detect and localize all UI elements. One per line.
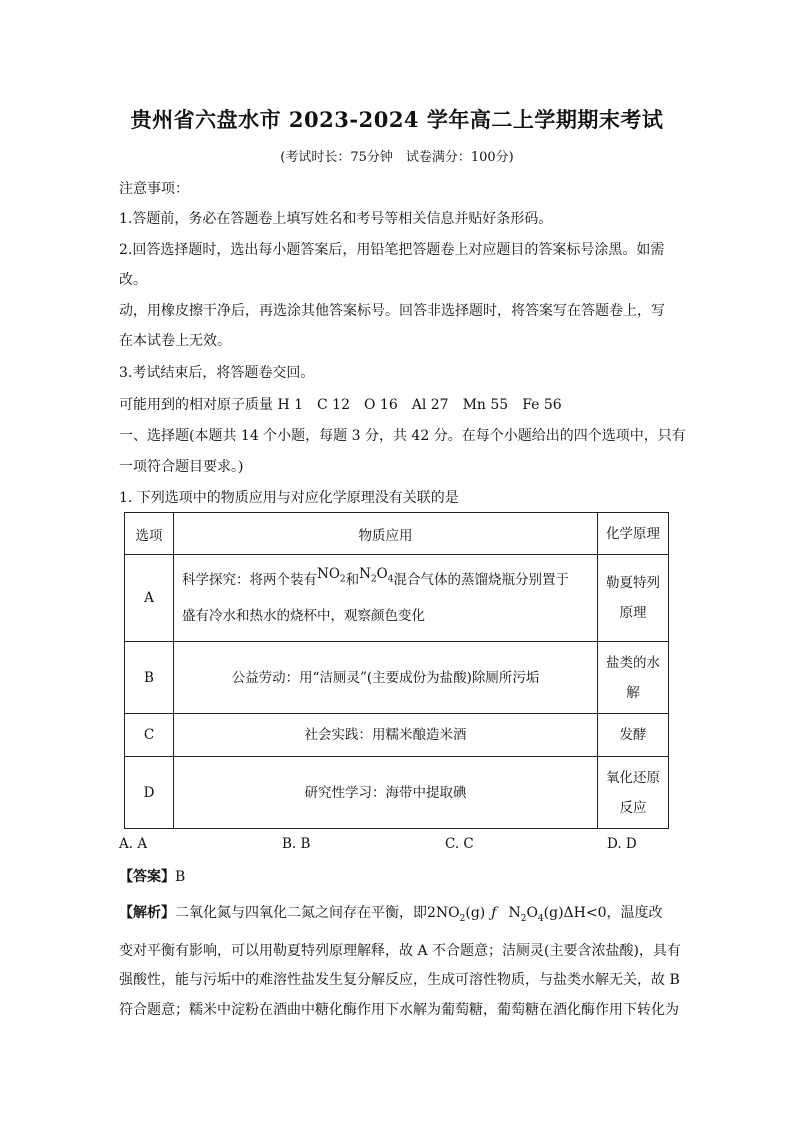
note-line-4: 动，用橡皮擦干净后，再选涂其他答案标号。回答非选择题时，将答案写在答题卷上，写	[119, 303, 665, 319]
note-line-6: 3.考试结束后，将答题卷交回。	[119, 365, 315, 381]
option-c: C. C	[445, 836, 474, 852]
row-b-principle: 盐类的水 解	[598, 642, 669, 714]
row-a-option: A	[125, 555, 174, 642]
notes-header: 注意事项：	[119, 181, 189, 197]
table-row	[125, 757, 669, 829]
page-title: 贵州省六盘水市 2023-2024 学年高二上学期期末考试	[130, 107, 664, 132]
note-line-3: 改。	[119, 272, 147, 288]
note-line-2: 2.回答选择题时，选出每小题答案后，用铅笔把答题卷上对应题目的答案标号涂黑。如需	[119, 242, 665, 258]
table-row	[125, 642, 669, 714]
row-a-principle: 勒夏特列 原理	[598, 555, 669, 642]
section-heading-cont: 一项符合题目要求。)	[119, 459, 244, 475]
col-header-application: 物质应用	[174, 513, 598, 555]
row-c-option: C	[125, 714, 174, 757]
analysis-line-2: 变对平衡有影响，可以用勒夏特列原理解释，故 A 不合题意；洁厕灵(主要含浓盐酸)，具有	[119, 943, 681, 959]
option-d: D. D	[607, 836, 637, 852]
equilibrium-equation: $2NO_2(g)$ ƒ $N_2O_4(g)\Delta H<0$	[427, 905, 607, 924]
question-1-stem: 1. 下列选项中的物质应用与对应化学原理没有关联的是	[119, 490, 459, 506]
answer-label: 【答案】	[119, 869, 175, 885]
col-header-principle: 化学原理	[598, 513, 669, 555]
note-line-1: 1.答题前，务必在答题卷上填写姓名和考号等相关信息并贴好条形码。	[119, 211, 553, 227]
row-b-option: B	[125, 642, 174, 714]
no2-formula: $NO_2$	[317, 566, 346, 585]
analysis-line-4: 符合题意；糯米中淀粉在酒曲中糖化酶作用下水解为葡萄糖，葡萄糖在酒化酶作用下转化为	[119, 1002, 679, 1018]
table-row	[125, 555, 669, 642]
row-c-principle: 发酵	[598, 714, 669, 757]
table-header-row	[125, 513, 669, 555]
row-d-principle: 氧化还原 反应	[598, 757, 669, 829]
question-1-table	[124, 512, 669, 829]
note-line-5: 在本试卷上无效。	[119, 333, 231, 349]
option-a: A. A	[119, 836, 148, 852]
atomic-masses: 可能用到的相对原子质量 H 1 C 12 O 16 Al 27 Mn 55 Fe 56	[119, 397, 562, 413]
exam-info: (考试时长：75分钟 试卷满分：100分)	[280, 150, 514, 165]
section-heading: 一、选择题(本题共 14 个小题，每题 3 分，共 42 分。在每个小题给出的四个选项中，只有	[119, 428, 686, 444]
col-header-option: 选项	[125, 513, 174, 555]
row-a-application: 科学探究：将两个装有$NO_2$和$N_2O_4$混合气体的蒸馏烧瓶分别置于 盛有冷水和热水的烧杯中，观察颜色变化	[174, 555, 598, 642]
row-c-application: 社会实践：用糯米酿造米酒	[174, 714, 598, 757]
table-row	[125, 714, 669, 757]
analysis-line-3: 强酸性，能与污垢中的难溶性盐发生复分解反应，生成可溶性物质，与盐类水解无关，故 B	[119, 972, 680, 988]
n2o4-formula: $N_2O_4$	[359, 566, 394, 585]
option-b: B. B	[282, 836, 311, 852]
answer-value: B	[175, 869, 186, 885]
row-d-application: 研究性学习：海带中提取碘	[174, 757, 598, 829]
row-d-option: D	[125, 757, 174, 829]
analysis-line-1: 【解析】二氧化氮与四氧化二氮之间存在平衡，即$2NO_2(g)$ ƒ $N_2O_4(g)\Delta H<0$，温度改	[119, 905, 663, 924]
answer-line	[119, 866, 185, 886]
analysis-label: 【解析】	[119, 905, 175, 921]
row-b-application: 公益劳动：用“洁厕灵”(主要成份为盐酸)除厕所污垢	[174, 642, 598, 714]
